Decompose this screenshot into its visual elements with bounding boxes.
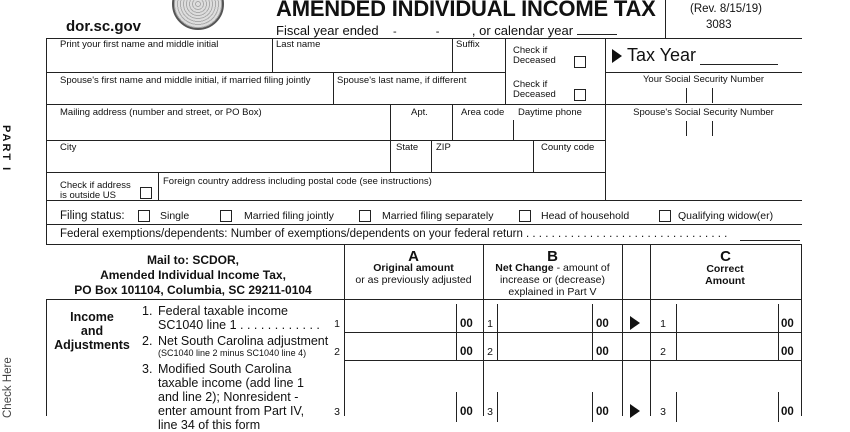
deceased-checkbox-2[interactable] xyxy=(574,89,586,101)
section-left-rule xyxy=(46,299,47,416)
rule-h8 xyxy=(46,244,802,245)
suffix-input[interactable] xyxy=(453,55,504,72)
spouse-ssn-label: Spouse's Social Security Number xyxy=(633,107,774,118)
ssn-sep-4 xyxy=(712,121,713,136)
line2-col-b-input[interactable] xyxy=(497,332,593,360)
line3-text: Modified South Carolina taxable income (add line 1 and line 2); Nonresident - enter amount from Part IV, line 34 of this form xyxy=(158,362,305,432)
city-label: City xyxy=(60,142,77,153)
single-checkbox[interactable] xyxy=(138,210,150,222)
apt-label: Apt. xyxy=(411,107,428,118)
rule-h4 xyxy=(46,140,606,141)
sc-seal-icon xyxy=(172,0,224,30)
deceased-checkbox-1[interactable] xyxy=(574,56,586,68)
tax-year-label: Tax Year xyxy=(627,45,697,65)
column-a-subtitle: or as previously adjusted xyxy=(355,274,472,286)
line3-col-a-cents: 00 xyxy=(460,406,473,418)
revision-date: (Rev. 8/15/19) xyxy=(690,3,763,15)
line1-ref-a: 1 xyxy=(334,318,340,330)
last-name-label: Last name xyxy=(276,39,321,50)
line2-ref-b: 2 xyxy=(487,346,493,358)
check-deceased-label-2: Check if Deceased xyxy=(513,79,556,101)
header-divider xyxy=(665,0,666,38)
rule-v5 xyxy=(333,72,334,104)
check-here-label: Check Here xyxy=(2,357,14,418)
rule-v4 xyxy=(605,38,606,200)
mail-to-line3: PO Box 101104, Columbia, SC 29211-0104 xyxy=(74,283,312,297)
rule-v7 xyxy=(452,104,453,140)
rule-h1 xyxy=(46,72,505,73)
head-of-household-checkbox[interactable] xyxy=(519,210,531,222)
line3-col-b-input[interactable] xyxy=(497,392,593,422)
tax-year-arrow-icon xyxy=(612,49,622,63)
column-a-title: Original amount xyxy=(373,262,454,274)
column-b-text: Net Change - amount of increase or (decrease) explained in Part V xyxy=(495,262,610,299)
first-name-input[interactable] xyxy=(47,55,272,72)
rule-h9 xyxy=(46,299,802,300)
line1-text2: SC1040 line 1 . . . . . . . . . . . . xyxy=(158,318,320,332)
state-label: State xyxy=(396,142,419,153)
rule-v3 xyxy=(505,38,506,104)
rule-v10 xyxy=(431,140,432,172)
line3-ref-a: 3 xyxy=(334,406,340,418)
line2-col-c-input[interactable] xyxy=(676,332,779,360)
rule-v9 xyxy=(390,140,391,172)
mail-to-line2: Amended Individual Income Tax, xyxy=(100,268,286,282)
qualifying-widow-checkbox[interactable] xyxy=(659,210,671,222)
line2-col-a-cents: 00 xyxy=(460,346,473,358)
part-label: PART I xyxy=(0,125,12,173)
fiscal-year-field[interactable]: - - xyxy=(382,26,468,39)
filing-status-label: Filing status: xyxy=(60,210,125,222)
line2-col-b-cents: 00 xyxy=(596,346,609,358)
line3-col-c-cents: 00 xyxy=(781,406,794,418)
ssn-sep-3 xyxy=(686,121,687,136)
line3-col-b-cents: 00 xyxy=(596,406,609,418)
outside-us-label: Check if address is outside US xyxy=(60,180,131,202)
mail-to-line1: Mail to: SCDOR, xyxy=(147,253,239,267)
city-input[interactable] xyxy=(47,155,389,171)
zip-label: ZIP xyxy=(436,142,451,153)
married-separately-label: Married filing separately xyxy=(382,210,494,222)
rule-v11 xyxy=(533,140,534,172)
line1-col-a-cents: 00 xyxy=(460,318,473,330)
area-code-label: Area code xyxy=(461,107,505,118)
line1-col-c-input[interactable] xyxy=(676,304,779,332)
col-c-right xyxy=(801,244,802,416)
line2-col-a-input[interactable] xyxy=(344,332,457,360)
rule-h7 xyxy=(46,224,802,225)
col-b-right xyxy=(622,244,623,416)
rule-h6 xyxy=(46,200,802,201)
tax-year-field[interactable] xyxy=(700,64,778,65)
line1-number: 1. xyxy=(142,304,153,318)
calendar-year-field[interactable] xyxy=(577,34,617,35)
check-deceased-label-1: Check if Deceased xyxy=(513,45,556,67)
outside-us-checkbox[interactable] xyxy=(140,187,152,199)
line3-arrow-icon xyxy=(630,404,640,418)
married-jointly-checkbox[interactable] xyxy=(220,210,232,222)
daytime-phone-label: Daytime phone xyxy=(518,107,582,118)
line1-text1: Federal taxable income xyxy=(158,304,288,318)
line1-ref-c: 1 xyxy=(660,318,666,330)
line1-col-b-input[interactable] xyxy=(497,304,593,332)
rule-h3 xyxy=(46,104,802,105)
exemptions-label: Federal exemptions/dependents: Number of exemptions/dependents on your federal return . . . . . . . . . . . . . . . . . . . . . . . . . . . . . . . . xyxy=(60,228,728,240)
line1-ref-b: 1 xyxy=(487,318,493,330)
line3-ref-c: 3 xyxy=(660,406,666,418)
foreign-country-label: Foreign country address including postal code (see instructions) xyxy=(163,176,432,187)
rule-v8 xyxy=(513,120,514,140)
rule-v12 xyxy=(158,172,159,200)
county-code-label: County code xyxy=(541,142,595,153)
line3-ref-b: 3 xyxy=(487,406,493,418)
rule-h5 xyxy=(46,172,606,173)
single-label: Single xyxy=(160,210,190,222)
line2-text1: Net South Carolina adjustment xyxy=(158,334,329,348)
form-number: 3083 xyxy=(706,19,732,31)
married-jointly-label: Married filing jointly xyxy=(244,210,334,222)
line2-text2: (SC1040 line 2 minus SC1040 line 4) xyxy=(158,348,307,358)
fiscal-year-label: Fiscal year ended - - , or calendar year xyxy=(276,23,617,39)
spouse-last-name-label: Spouse's last name, if different xyxy=(337,75,467,86)
mailing-address-input[interactable] xyxy=(47,120,389,139)
mailing-address-label: Mailing address (number and street, or PO Box) xyxy=(60,107,262,118)
last-name-input[interactable] xyxy=(273,55,451,72)
first-name-label: Print your first name and middle initial xyxy=(60,39,219,50)
rule-v6 xyxy=(390,104,391,140)
line3-number: 3. xyxy=(142,362,153,376)
line1-arrow-icon xyxy=(630,316,640,330)
line2-ref-a: 2 xyxy=(334,346,340,358)
section-title: Income and Adjustments xyxy=(54,310,130,352)
website-url: dor.sc.gov xyxy=(66,18,142,35)
line1-col-b-cents: 00 xyxy=(596,318,609,330)
line1-col-c-cents: 00 xyxy=(781,318,794,330)
line3-col-a-input[interactable] xyxy=(344,392,457,422)
rule-h2 xyxy=(605,72,802,73)
suffix-label: Suffix xyxy=(456,39,480,50)
head-of-household-label: Head of household xyxy=(541,210,630,222)
qualifying-widow-label: Qualifying widow(er) xyxy=(678,210,774,222)
rule-line2 xyxy=(344,360,802,361)
spouse-first-name-label: Spouse's first name and middle initial, if married filing jointly xyxy=(60,75,311,86)
line2-ref-c: 2 xyxy=(660,346,666,358)
your-ssn-input[interactable] xyxy=(606,87,801,104)
exemptions-field[interactable] xyxy=(740,240,800,241)
column-b-letter: B xyxy=(547,248,558,265)
form-title: AMENDED INDIVIDUAL INCOME TAX xyxy=(276,0,656,21)
married-separately-checkbox[interactable] xyxy=(359,210,371,222)
line3-col-c-input[interactable] xyxy=(676,392,779,422)
column-c-letter: C xyxy=(720,248,731,265)
your-ssn-label: Your Social Security Number xyxy=(642,74,765,85)
column-c-title: Correct Amount xyxy=(705,263,745,288)
line1-col-a-input[interactable] xyxy=(344,304,457,332)
line2-number: 2. xyxy=(142,334,153,348)
column-a-letter: A xyxy=(408,248,419,265)
line2-col-c-cents: 00 xyxy=(781,346,794,358)
